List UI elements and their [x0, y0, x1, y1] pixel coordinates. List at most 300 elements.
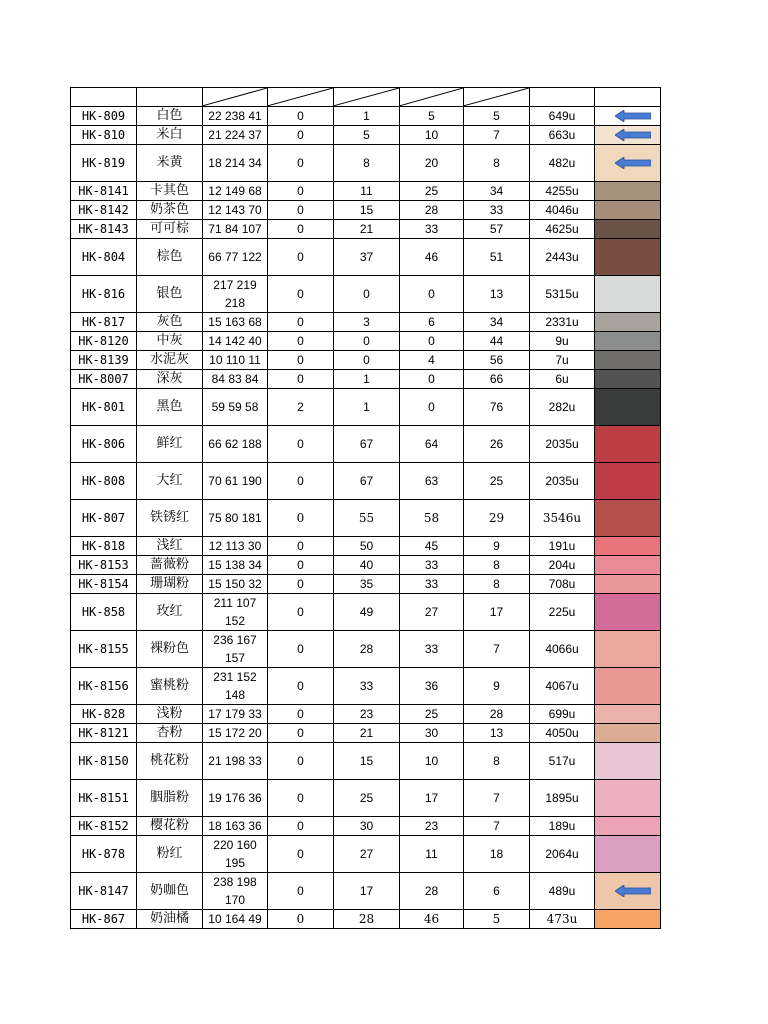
- diagonal-slash: [203, 88, 267, 106]
- cmyk-k-cell: 9: [464, 536, 530, 555]
- cmyk-y-cell: 46: [400, 909, 464, 928]
- cmyk-k-cell: 29: [464, 499, 530, 536]
- code-cell: HK-8120: [71, 331, 137, 350]
- code-cell: HK-816: [71, 275, 137, 312]
- cmyk-m-cell: 23: [334, 704, 400, 723]
- left-arrow-icon: [615, 157, 651, 169]
- cmyk-k-cell: 9: [464, 667, 530, 704]
- left-arrow-icon: [615, 110, 651, 122]
- name-cell: 大红: [137, 462, 203, 499]
- cmyk-m-cell: 37: [334, 238, 400, 275]
- cmyk-c-cell: 0: [268, 536, 334, 555]
- cmyk-m-cell: 28: [334, 630, 400, 667]
- table-row: [71, 425, 661, 462]
- rgb-cell: 181 80 75: [203, 499, 268, 536]
- code-cell: HK-8141: [71, 181, 137, 200]
- rgb-cell: 217 219 218: [203, 275, 268, 312]
- cmyk-y-cell: 58: [400, 499, 464, 536]
- cmyk-k-cell: 8: [464, 574, 530, 593]
- pantone-cell: 4255u: [530, 181, 595, 200]
- cmyk-m-cell: 1: [334, 369, 400, 388]
- name-cell: 奶咖色: [137, 872, 203, 909]
- pantone-cell: 7u: [530, 350, 595, 369]
- color-swatch: [595, 835, 661, 872]
- cmyk-m-cell: 40: [334, 555, 400, 574]
- cmyk-m-cell: 33: [334, 667, 400, 704]
- cmyk-c-cell: 0: [268, 219, 334, 238]
- code-cell: HK-858: [71, 593, 137, 630]
- table-row: [71, 779, 661, 816]
- pantone-cell: 2035u: [530, 425, 595, 462]
- cmyk-y-cell: 25: [400, 704, 464, 723]
- name-cell: 银色: [137, 275, 203, 312]
- cmyk-c-cell: 0: [268, 499, 334, 536]
- color-swatch: [595, 369, 661, 388]
- cmyk-y-cell: 4: [400, 350, 464, 369]
- cmyk-m-cell: 67: [334, 425, 400, 462]
- color-swatch: [595, 125, 661, 144]
- code-cell: HK-810: [71, 125, 137, 144]
- cmyk-k-cell: 5: [464, 909, 530, 928]
- code-cell: HK-8152: [71, 816, 137, 835]
- name-cell: 樱花粉: [137, 816, 203, 835]
- cmyk-c-cell: 0: [268, 369, 334, 388]
- cmyk-k-cell: 8: [464, 742, 530, 779]
- cmyk-y-cell: 10: [400, 742, 464, 779]
- color-swatch: [595, 350, 661, 369]
- name-cell: 白色: [137, 106, 203, 125]
- cmyk-c-cell: 0: [268, 555, 334, 574]
- table-row: [71, 909, 661, 928]
- code-cell: HK-8150: [71, 742, 137, 779]
- name-cell: 米黄: [137, 144, 203, 181]
- color-swatch: [595, 275, 661, 312]
- cmyk-k-cell: 7: [464, 630, 530, 667]
- rgb-cell: 36 176 19: [203, 779, 268, 816]
- cmyk-c-cell: 0: [268, 704, 334, 723]
- cmyk-c-cell: 0: [268, 106, 334, 125]
- pantone-cell: 489u: [530, 872, 595, 909]
- pantone-cell: 6u: [530, 369, 595, 388]
- cmyk-m-cell: 0: [334, 350, 400, 369]
- table-row: [71, 331, 661, 350]
- rgb-cell: 68 163 15: [203, 312, 268, 331]
- cmyk-k-cell: 28: [464, 704, 530, 723]
- code-cell: HK-806: [71, 425, 137, 462]
- table-row: [71, 275, 661, 312]
- cmyk-c-cell: 0: [268, 331, 334, 350]
- rgb-cell: 20 172 15: [203, 723, 268, 742]
- cmyk-k-cell: 13: [464, 275, 530, 312]
- cmyk-k-cell: 26: [464, 425, 530, 462]
- cmyk-m-cell: 50: [334, 536, 400, 555]
- name-cell: 浅红: [137, 536, 203, 555]
- table-row: [71, 667, 661, 704]
- cmyk-y-cell: 20: [400, 144, 464, 181]
- rgb-cell: 58 59 59: [203, 388, 268, 425]
- pantone-cell: 4066u: [530, 630, 595, 667]
- pantone-cell: 649u: [530, 106, 595, 125]
- cmyk-c-cell: 0: [268, 742, 334, 779]
- code-cell: HK-8151: [71, 779, 137, 816]
- left-arrow-icon: [615, 885, 651, 897]
- cmyk-k-cell: 18: [464, 835, 530, 872]
- code-cell: HK-8121: [71, 723, 137, 742]
- cmyk-k-cell: 56: [464, 350, 530, 369]
- table-row: [71, 574, 661, 593]
- cmyk-k-cell: 34: [464, 312, 530, 331]
- table-row: [71, 462, 661, 499]
- rgb-cell: 211 107 152: [203, 593, 268, 630]
- name-cell: 奶油橘: [137, 909, 203, 928]
- name-cell: 米白: [137, 125, 203, 144]
- color-swatch: [595, 499, 661, 536]
- cmyk-c-cell: 0: [268, 816, 334, 835]
- cmyk-y-cell: 11: [400, 835, 464, 872]
- rgb-cell: 236 167 157: [203, 630, 268, 667]
- cmyk-c-cell: 0: [268, 630, 334, 667]
- cmyk-k-cell: 7: [464, 779, 530, 816]
- cmyk-k-cell: 5: [464, 106, 530, 125]
- header-cell-y: [400, 88, 464, 107]
- header-cell-rgb: [203, 88, 268, 107]
- name-cell: 可可棕: [137, 219, 203, 238]
- pantone-cell: 699u: [530, 704, 595, 723]
- color-swatch: [595, 667, 661, 704]
- color-swatch: [595, 462, 661, 499]
- name-cell: 珊瑚粉: [137, 574, 203, 593]
- header-cell-code: [71, 88, 137, 107]
- name-cell: 鲜红: [137, 425, 203, 462]
- cmyk-c-cell: 0: [268, 181, 334, 200]
- pantone-cell: 5315u: [530, 275, 595, 312]
- name-cell: 蔷薇粉: [137, 555, 203, 574]
- cmyk-y-cell: 33: [400, 555, 464, 574]
- cmyk-m-cell: 1: [334, 106, 400, 125]
- table-row: [71, 593, 661, 630]
- cmyk-y-cell: 45: [400, 536, 464, 555]
- cmyk-m-cell: 21: [334, 219, 400, 238]
- color-swatch: [595, 238, 661, 275]
- pantone-cell: 3546u: [530, 499, 595, 536]
- name-cell: 浅粉: [137, 704, 203, 723]
- name-cell: 裸粉色: [137, 630, 203, 667]
- diagonal-slash: [400, 88, 463, 106]
- cmyk-y-cell: 5: [400, 106, 464, 125]
- cmyk-k-cell: 13: [464, 723, 530, 742]
- cmyk-y-cell: 28: [400, 200, 464, 219]
- cmyk-m-cell: 17: [334, 872, 400, 909]
- rgb-cell: 238 198 170: [203, 872, 268, 909]
- cmyk-y-cell: 25: [400, 181, 464, 200]
- rgb-cell: 41 238 22: [203, 106, 268, 125]
- code-cell: HK-828: [71, 704, 137, 723]
- pantone-cell: 663u: [530, 125, 595, 144]
- code-cell: HK-817: [71, 312, 137, 331]
- code-cell: HK-8155: [71, 630, 137, 667]
- table-row: [71, 835, 661, 872]
- name-cell: 桃花粉: [137, 742, 203, 779]
- cmyk-c-cell: 0: [268, 125, 334, 144]
- name-cell: 奶茶色: [137, 200, 203, 219]
- cmyk-c-cell: 0: [268, 593, 334, 630]
- name-cell: 杏粉: [137, 723, 203, 742]
- rgb-cell: 30 113 12: [203, 536, 268, 555]
- diagonal-slash: [268, 88, 333, 106]
- color-swatch: [595, 200, 661, 219]
- code-cell: HK-867: [71, 909, 137, 928]
- pantone-cell: 9u: [530, 331, 595, 350]
- cmyk-c-cell: 0: [268, 275, 334, 312]
- name-cell: 水泥灰: [137, 350, 203, 369]
- cmyk-c-cell: 0: [268, 238, 334, 275]
- cmyk-k-cell: 8: [464, 144, 530, 181]
- color-swatch: [595, 816, 661, 835]
- cmyk-y-cell: 6: [400, 312, 464, 331]
- table-row: [71, 555, 661, 574]
- cmyk-m-cell: 35: [334, 574, 400, 593]
- cmyk-y-cell: 33: [400, 219, 464, 238]
- cmyk-k-cell: 7: [464, 125, 530, 144]
- cmyk-y-cell: 28: [400, 872, 464, 909]
- cmyk-c-cell: 0: [268, 350, 334, 369]
- cmyk-c-cell: 0: [268, 835, 334, 872]
- color-swatch: [595, 331, 661, 350]
- table-row: [71, 312, 661, 331]
- pantone-cell: 2443u: [530, 238, 595, 275]
- cmyk-k-cell: 66: [464, 369, 530, 388]
- color-swatch: [595, 312, 661, 331]
- code-cell: HK-819: [71, 144, 137, 181]
- cmyk-k-cell: 33: [464, 200, 530, 219]
- table-row: [71, 219, 661, 238]
- color-swatch: [595, 742, 661, 779]
- cmyk-m-cell: 0: [334, 275, 400, 312]
- left-arrow-icon: [615, 129, 651, 141]
- cmyk-m-cell: 49: [334, 593, 400, 630]
- table-row: [71, 369, 661, 388]
- color-swatch: [595, 106, 661, 125]
- cmyk-k-cell: 17: [464, 593, 530, 630]
- cmyk-k-cell: 6: [464, 872, 530, 909]
- cmyk-y-cell: 0: [400, 369, 464, 388]
- cmyk-y-cell: 0: [400, 275, 464, 312]
- code-cell: HK-807: [71, 499, 137, 536]
- table-row: [71, 125, 661, 144]
- code-cell: HK-8156: [71, 667, 137, 704]
- pantone-cell: 4046u: [530, 200, 595, 219]
- code-cell: HK-809: [71, 106, 137, 125]
- rgb-cell: 40 142 14: [203, 331, 268, 350]
- cmyk-k-cell: 25: [464, 462, 530, 499]
- color-swatch: [595, 181, 661, 200]
- color-swatch: [595, 536, 661, 555]
- cmyk-c-cell: 0: [268, 779, 334, 816]
- cmyk-m-cell: 15: [334, 200, 400, 219]
- color-swatch: [595, 555, 661, 574]
- code-cell: HK-801: [71, 388, 137, 425]
- pantone-cell: 482u: [530, 144, 595, 181]
- cmyk-c-cell: 0: [268, 574, 334, 593]
- rgb-cell: 220 160 195: [203, 835, 268, 872]
- table-row: [71, 106, 661, 125]
- cmyk-m-cell: 30: [334, 816, 400, 835]
- code-cell: HK-818: [71, 536, 137, 555]
- name-cell: 粉红: [137, 835, 203, 872]
- rgb-cell: 49 164 10: [203, 909, 268, 928]
- code-cell: HK-8154: [71, 574, 137, 593]
- pantone-cell: 473u: [530, 909, 595, 928]
- table-row: [71, 350, 661, 369]
- cmyk-y-cell: 0: [400, 331, 464, 350]
- color-swatch: [595, 630, 661, 667]
- cmyk-m-cell: 8: [334, 144, 400, 181]
- pantone-cell: 1895u: [530, 779, 595, 816]
- name-cell: 棕色: [137, 238, 203, 275]
- rgb-cell: 33 198 21: [203, 742, 268, 779]
- cmyk-y-cell: 17: [400, 779, 464, 816]
- rgb-cell: 37 224 21: [203, 125, 268, 144]
- table-row: [71, 144, 661, 181]
- cmyk-m-cell: 1: [334, 388, 400, 425]
- cmyk-c-cell: 0: [268, 872, 334, 909]
- pantone-cell: 4050u: [530, 723, 595, 742]
- pantone-cell: 2064u: [530, 835, 595, 872]
- pantone-cell: 2331u: [530, 312, 595, 331]
- cmyk-y-cell: 0: [400, 388, 464, 425]
- header-cell-name: [137, 88, 203, 107]
- table-body: [71, 88, 661, 929]
- name-cell: 玫红: [137, 593, 203, 630]
- cmyk-y-cell: 33: [400, 630, 464, 667]
- rgb-cell: 84 83 84: [203, 369, 268, 388]
- cmyk-y-cell: 30: [400, 723, 464, 742]
- cmyk-c-cell: 0: [268, 462, 334, 499]
- cmyk-c-cell: 0: [268, 200, 334, 219]
- pantone-cell: 708u: [530, 574, 595, 593]
- cmyk-c-cell: 2: [268, 388, 334, 425]
- color-swatch: [595, 574, 661, 593]
- cmyk-m-cell: 3: [334, 312, 400, 331]
- code-cell: HK-878: [71, 835, 137, 872]
- cmyk-y-cell: 46: [400, 238, 464, 275]
- code-cell: HK-8007: [71, 369, 137, 388]
- cmyk-k-cell: 7: [464, 816, 530, 835]
- table-row: [71, 388, 661, 425]
- rgb-cell: 33 179 17: [203, 704, 268, 723]
- cmyk-c-cell: 0: [268, 723, 334, 742]
- name-cell: 卡其色: [137, 181, 203, 200]
- header-cell-c: [268, 88, 334, 107]
- color-swatch: [595, 144, 661, 181]
- diagonal-slash: [464, 88, 529, 106]
- cmyk-k-cell: 44: [464, 331, 530, 350]
- table-row: [71, 536, 661, 555]
- color-swatch: [595, 779, 661, 816]
- cmyk-y-cell: 63: [400, 462, 464, 499]
- color-swatch: [595, 593, 661, 630]
- table-row: [71, 499, 661, 536]
- code-cell: HK-8143: [71, 219, 137, 238]
- code-cell: HK-8139: [71, 350, 137, 369]
- name-cell: 深灰: [137, 369, 203, 388]
- header-cell-k: [464, 88, 530, 107]
- pantone-cell: 517u: [530, 742, 595, 779]
- name-cell: 黑色: [137, 388, 203, 425]
- table-row: [71, 704, 661, 723]
- cmyk-y-cell: 10: [400, 125, 464, 144]
- header-cell-swatch: [595, 88, 661, 107]
- pantone-cell: 2035u: [530, 462, 595, 499]
- name-cell: 灰色: [137, 312, 203, 331]
- cmyk-y-cell: 33: [400, 574, 464, 593]
- color-swatch: [595, 909, 661, 928]
- rgb-cell: 188 62 66: [203, 425, 268, 462]
- color-swatch: [595, 723, 661, 742]
- cmyk-c-cell: 0: [268, 909, 334, 928]
- cmyk-y-cell: 27: [400, 593, 464, 630]
- color-spec-table: [70, 87, 661, 929]
- cmyk-k-cell: 57: [464, 219, 530, 238]
- pantone-cell: 4067u: [530, 667, 595, 704]
- name-cell: 铁锈红: [137, 499, 203, 536]
- table-row: [71, 723, 661, 742]
- code-cell: HK-8153: [71, 555, 137, 574]
- pantone-cell: 282u: [530, 388, 595, 425]
- color-swatch: [595, 425, 661, 462]
- pantone-cell: 4625u: [530, 219, 595, 238]
- cmyk-k-cell: 8: [464, 555, 530, 574]
- pantone-cell: 204u: [530, 555, 595, 574]
- color-swatch: [595, 704, 661, 723]
- cmyk-y-cell: 23: [400, 816, 464, 835]
- cmyk-k-cell: 76: [464, 388, 530, 425]
- cmyk-m-cell: 0: [334, 331, 400, 350]
- pantone-cell: 225u: [530, 593, 595, 630]
- cmyk-c-cell: 0: [268, 425, 334, 462]
- cmyk-m-cell: 21: [334, 723, 400, 742]
- rgb-cell: 34 138 15: [203, 555, 268, 574]
- cmyk-m-cell: 27: [334, 835, 400, 872]
- cmyk-k-cell: 34: [464, 181, 530, 200]
- rgb-cell: 68 149 12: [203, 181, 268, 200]
- table-row: [71, 742, 661, 779]
- rgb-cell: 11 110 10: [203, 350, 268, 369]
- rgb-cell: 32 150 15: [203, 574, 268, 593]
- table-row: [71, 238, 661, 275]
- cmyk-y-cell: 36: [400, 667, 464, 704]
- cmyk-m-cell: 25: [334, 779, 400, 816]
- cmyk-c-cell: 0: [268, 144, 334, 181]
- code-cell: HK-8147: [71, 872, 137, 909]
- table-row: [71, 630, 661, 667]
- header-cell-m: [334, 88, 400, 107]
- name-cell: 胭脂粉: [137, 779, 203, 816]
- table-row: [71, 181, 661, 200]
- name-cell: 中灰: [137, 331, 203, 350]
- cmyk-y-cell: 64: [400, 425, 464, 462]
- rgb-cell: 34 214 18: [203, 144, 268, 181]
- diagonal-slash: [334, 88, 399, 106]
- cmyk-m-cell: 67: [334, 462, 400, 499]
- color-swatch: [595, 219, 661, 238]
- header-row: [71, 88, 661, 107]
- cmyk-c-cell: 0: [268, 667, 334, 704]
- color-swatch: [595, 872, 661, 909]
- rgb-cell: 122 77 66: [203, 238, 268, 275]
- cmyk-m-cell: 5: [334, 125, 400, 144]
- rgb-cell: 107 84 71: [203, 219, 268, 238]
